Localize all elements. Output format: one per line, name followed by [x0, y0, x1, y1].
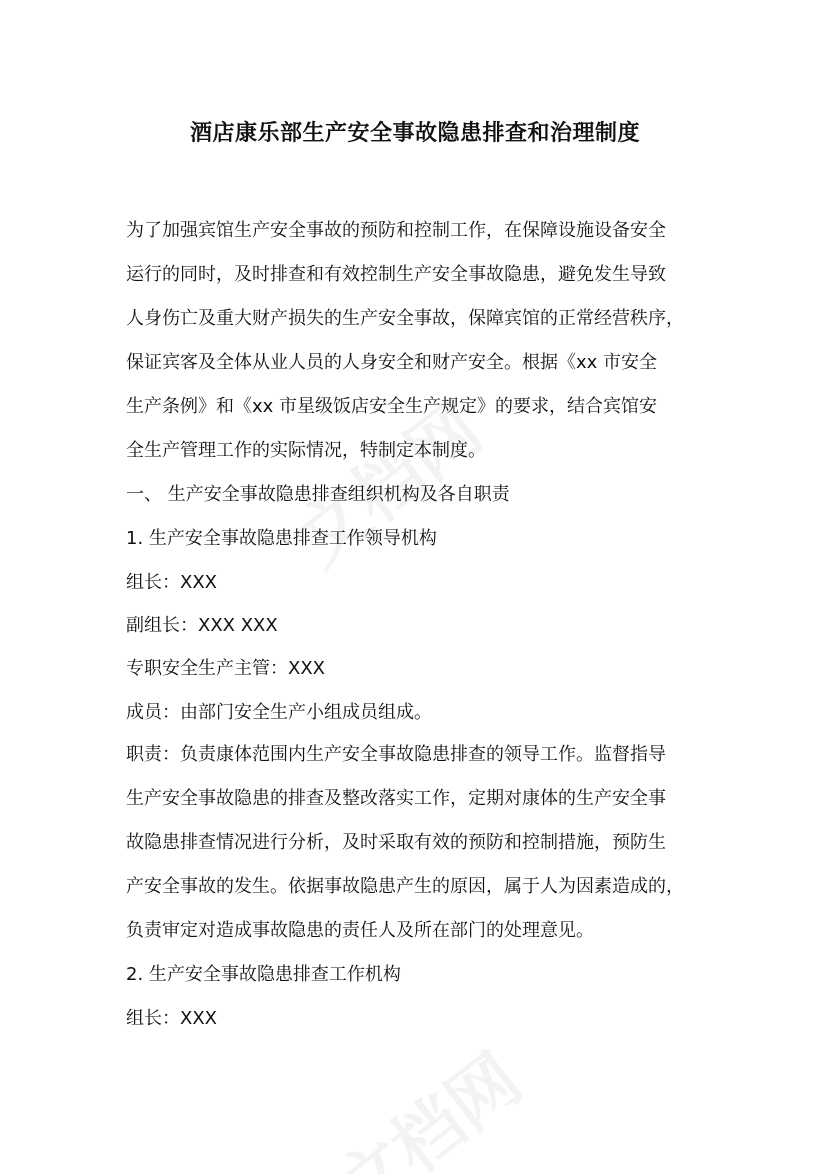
section-heading: 一、 生产安全事故隐患排查组织机构及各自职责 — [126, 484, 510, 505]
subsection-heading: 1. 生产安全事故隐患排查工作领导机构 — [126, 528, 437, 549]
document-title: 酒店康乐部生产安全事故隐患排查和治理制度 — [189, 121, 640, 146]
paragraph-line: 保证宾客及全体从业人员的人身安全和财产安全。根据《xx 市安全 — [126, 352, 658, 373]
paragraph-line: 负责审定对造成事故隐患的责任人及所在部门的处理意见。 — [126, 920, 594, 941]
paragraph-line: 为了加强宾馆生产安全事故的预防和控制工作，在保障设施设备安全 — [126, 220, 666, 241]
text-line: 专职安全生产主管：XXX — [126, 658, 325, 679]
text-line: 成员：由部门安全生产小组成员组成。 — [126, 702, 432, 723]
text-line: 组长：XXX — [126, 1008, 217, 1029]
paragraph-line: 生产条例》和《xx 市星级饭店安全生产规定》的要求，结合宾馆安 — [126, 396, 658, 417]
text-line: 副组长：XXX XXX — [126, 615, 278, 636]
text-line: 组长：XXX — [126, 572, 217, 593]
paragraph-line: 人身伤亡及重大财产损失的生产安全事故，保障宾馆的正常经营秩序， — [126, 308, 684, 329]
subsection-heading: 2. 生产安全事故隐患排查工作机构 — [126, 964, 401, 985]
paragraph-line: 故隐患排查情况进行分析，及时采取有效的预防和控制措施，预防生 — [126, 832, 666, 853]
paragraph-line: 运行的同时，及时排查和有效控制生产安全事故隐患，避免发生导致 — [126, 264, 666, 285]
watermark — [311, 1026, 539, 1174]
paragraph-line: 产安全事故的发生。依据事故隐患产生的原因，属于人为因素造成的， — [126, 876, 684, 897]
paragraph-line: 生产安全事故隐患的排查及整改落实工作，定期对康体的生产安全事 — [126, 788, 666, 809]
paragraph-line: 全生产管理工作的实际情况，特制定本制度。 — [126, 440, 486, 461]
paragraph-line: 职责：负责康体范围内生产安全事故隐患排查的领导工作。监督指导 — [126, 744, 666, 765]
